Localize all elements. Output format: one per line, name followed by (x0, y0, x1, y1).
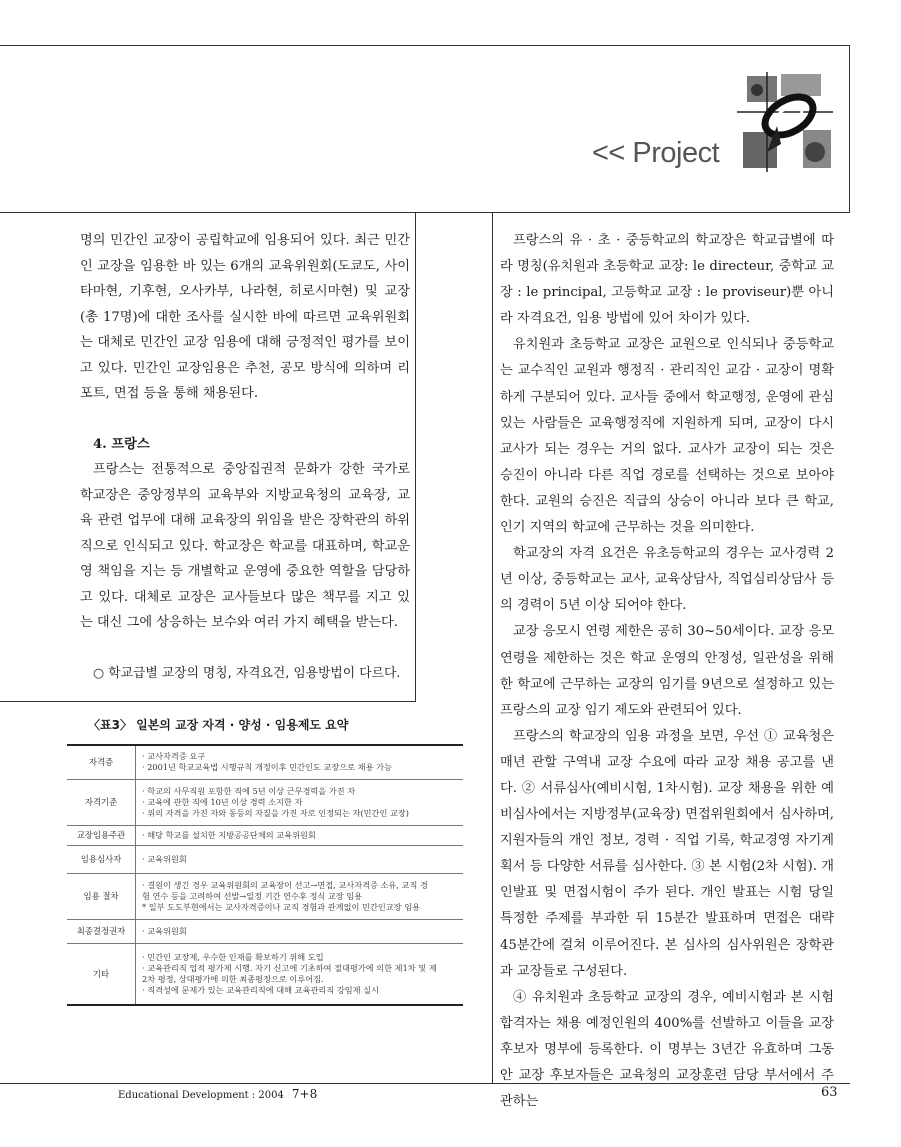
right-paragraph-1: 프랑스의 유 · 초 · 중등학교의 학교장은 학교급별에 따라 명칭(유치원과 초등학교 교장: le directeur, 중학교 교장 : le principal, 고등학교 교장 : le proviseur)뿐 아니라 자격요건, 임용 방법에 있어 차이가 있다. (500, 233, 834, 327)
summary-line: ○ 학교급별 교장의 명칭, 자격요건, 임용방법이 다르다. (93, 665, 401, 681)
table-row (67, 745, 463, 779)
table-row-key: 교장임용주관 (67, 825, 136, 845)
column-divider (492, 212, 493, 1084)
table-row-line: · 학교의 사무직원 포함한 직에 5년 이상 근무경력을 가진 자 (142, 785, 356, 796)
project-logo-icon (737, 72, 833, 176)
table-row-value (136, 745, 464, 779)
right-column (500, 228, 834, 1115)
table-row-line: 2차 평정, 상대평가에 의한 최종평정으로 이루어짐. (142, 973, 324, 984)
table-row-value (136, 825, 464, 845)
table-row-line: · 2001년 학교교육법 시행규칙 개정이후 민간인도 교장으로 채용 가능 (142, 762, 392, 773)
table-row-key: 자격증 (67, 745, 136, 779)
japan-principal-table (67, 744, 463, 1006)
table-row (67, 825, 463, 845)
table-row-value (136, 943, 464, 1005)
table-row (67, 845, 463, 873)
section-heading-france: 4. 프랑스 (93, 436, 150, 452)
table-row-line: · 교육위원회 (142, 925, 187, 936)
right-paragraph-5: 프랑스의 학교장의 임용 과정을 보면, 우선 ① 교육청은 매년 관할 구역내 교장 수요에 따라 교장 채용 공고를 낸다. ② 서류심사(예비시험, 1차시험). 교장 채용을 위한 예비심사에서는 지방정부(교육장) 면접위원회에서 심사하며, 지원자들의 개인 정보, 경력 · 직업 기록, 학교경영 자기계획서 등 다양한 서류를 심사한다. ③ 본 시험(2차 시험). 개인발표 및 면접시험이 주가 된다. 개인 발표는 시험 당일 특정한 주제를 부과한 뒤 15분간 발표하며 면접은 대략 45분간에 걸쳐 이루어진다. 본 심사의 심사위원은 장학관과 교장들로 구성된다. (500, 728, 834, 979)
table-row-line: · 교육에 관한 직에 10년 이상 경력 소지한 자 (142, 796, 303, 807)
right-paragraph-6: ④ 유치원과 초등학교 교장의 경우, 예비시험과 본 시험 합격자는 채용 예정인원의 400%를 선발하고 이들을 교장후보자 명부에 등록한다. 이 명부는 3년간 유효하며 그동안 교장 후보자들은 교육청의 교장훈련 담당 부서에서 주관하는 (500, 989, 834, 1110)
table-row-line: · 위의 자격을 가진 자와 동등의 자질을 가진 자로 인정되는 자(민간인 교장) (142, 807, 409, 818)
left-paragraph-1: 명의 민간인 교장이 공립학교에 임용되어 있다. 최근 민간인 교장을 임용한 바 있는 6개의 교육위원회(도쿄도, 사이타마현, 기후현, 오사카부, 나라현, 히로시마현) 및 교장(총 17명)에 대한 조사를 실시한 바에 따르면 교육위원회는 대체로 민간인 교장 임용에 대해 긍정적인 평가를 보이고 있다. 민간인 교장임용은 추천, 공모 방식에 의하며 리포트, 면접 등을 통해 채용된다. (80, 233, 410, 401)
section-label: << Project (592, 137, 720, 169)
table-row-line: · 결원이 생긴 경우 교육위원회의 교육장이 선고→면접, 교사자격증 소유, 교직 경 (142, 879, 428, 890)
table-row-line: · 교사자격증 요구 (142, 751, 206, 762)
table-row (67, 919, 463, 943)
table-row-line: · 민간인 교장제, 우수한 인재를 확보하기 위해 도입 (142, 951, 324, 962)
table-row-line: · 교육관리직 업적 평가제 시행. 자기 신고에 기초하여 절대평가에 의한 제1차 및 제 (142, 962, 437, 973)
table-row-value (136, 779, 464, 825)
table-row-key: 임용 절차 (67, 873, 136, 919)
table-row-line: · 교육위원회 (142, 853, 187, 864)
table-row-key: 최종결정권자 (67, 919, 136, 943)
table-row-line: 험 연수 등을 고려하여 선발→일정 기간 연수후 정식 교장 임용 (142, 890, 363, 901)
table-row-key: 임용심사자 (67, 845, 136, 873)
journal-name: Educational Development : 2004 (118, 1090, 284, 1101)
table-row (67, 943, 463, 1005)
footer-journal (118, 1087, 317, 1101)
footer-rule (0, 1083, 850, 1084)
table-row-line: * 일부 도도부현에서는 교사자격증이나 교직 경험과 관계없이 민간인교장 임용 (142, 901, 421, 912)
table-row-line: · 해당 학교를 설치한 지방공공단체의 교육위원회 (142, 829, 316, 840)
header-right-rule (849, 45, 850, 213)
header-top-rule (0, 45, 850, 46)
right-paragraph-4: 교장 응모시 연령 제한은 공히 30~50세이다. 교장 응모 연령을 제한하는 것은 학교 운영의 안정성, 일관성을 위해 한 학교에 근무하는 교장의 임기를 9년으로 설정하고 있는 프랑스의 교장 임기 제도와 관련되어 있다. (500, 624, 834, 718)
issue-number: 7+8 (291, 1087, 318, 1101)
right-paragraph-3: 학교장의 자격 요건은 유초등학교의 경우는 교사경력 2년 이상, 중등학교는 교사, 교육상담사, 직업심리상담사 등의 경력이 5년 이상 되어야 한다. (500, 546, 834, 614)
table-row-value (136, 919, 464, 943)
table-row-key: 기타 (67, 943, 136, 1005)
table-row-line: · 직격성에 문제가 있는 교육관리직에 대해 교육관리직 강임제 실시 (142, 984, 379, 995)
page-number: 63 (821, 1085, 838, 1100)
table-row (67, 873, 463, 919)
table-row (67, 779, 463, 825)
table-title: 〈표3〉 일본의 교장 자격 · 양성 · 임용제도 요약 (88, 718, 349, 732)
table-row-value (136, 845, 464, 873)
left-column (80, 228, 410, 686)
right-paragraph-2: 유치원과 초등학교 교장은 교원으로 인식되나 중등학교는 교수직인 교원과 행정직 · 관리직인 교감 · 교장이 명확하게 구분되어 있다. 교사들 중에서 학교행정, 운영에 관심 있는 사람들은 교육행정직에 지원하게 되며, 교장이 다시 교사가 되는 경우는 거의 없다. 교사가 교장이 되는 것은 승진이 아니라 다른 직업 경로를 선택하는 것으로 보아야 한다. 교원의 승진은 직급의 상승이 아니라 보다 큰 학교, 인기 지역의 학교에 근무하는 것을 의미한다. (500, 337, 834, 536)
table-row-key: 자격기준 (67, 779, 136, 825)
table-row-value (136, 873, 464, 919)
left-paragraph-2: 프랑스는 전통적으로 중앙집권적 문화가 강한 국가로 학교장은 중앙정부의 교육부와 지방교육청의 교육장, 교육 관련 업무에 대해 교육장의 위임을 받은 장학관의 하위직으로 인식되고 있다. 학교장은 학교를 대표하며, 학교운영 책임을 지는 등 개별학교 운영에 중요한 역할을 담당하고 있다. 대체로 교장은 교사들보다 많은 책무를 지고 있는 대신 그에 상응하는 보수와 여러 가지 혜택을 받는다. (80, 462, 410, 630)
